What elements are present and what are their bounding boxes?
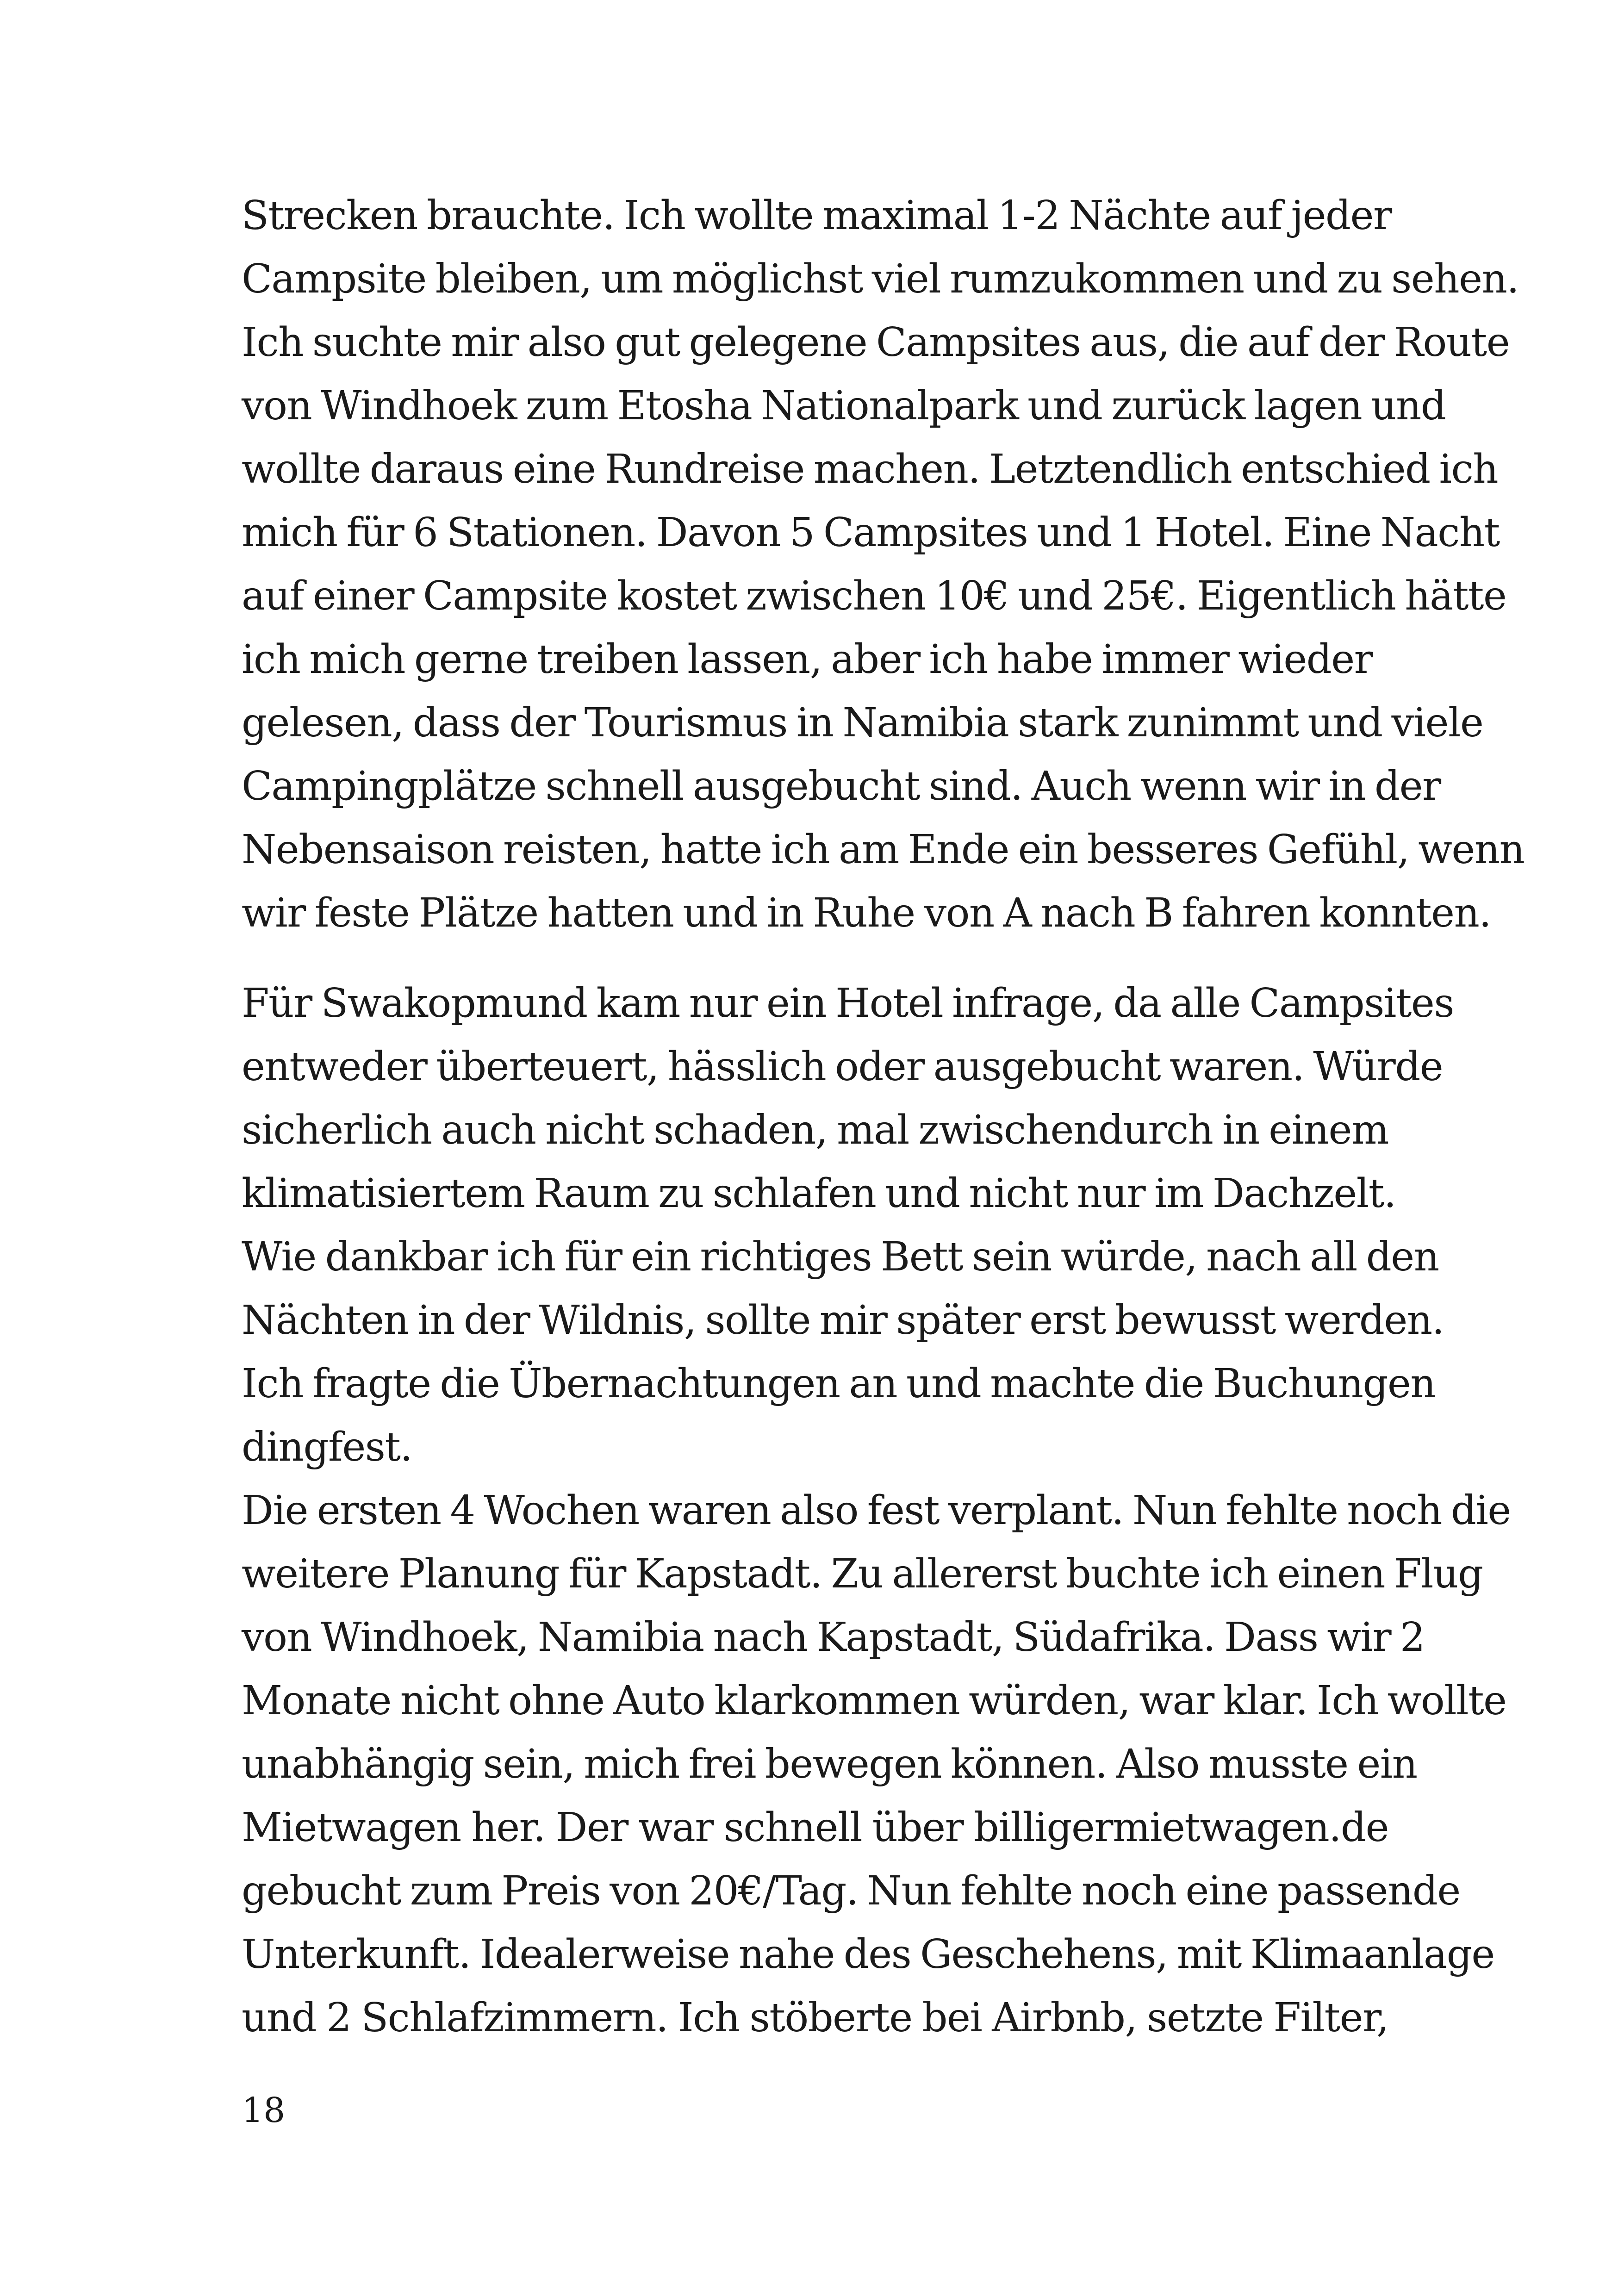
text-line: Mietwagen her. Der war schnell über billigermietwagen.de xyxy=(242,1804,1388,1851)
text-line: Campingplätze schnell ausgebucht sind. Auch wenn wir in der xyxy=(242,763,1441,809)
text-line: klimatisiertem Raum zu schlafen und nicht nur im Dachzelt. xyxy=(242,1170,1396,1217)
text-line: entweder überteuert, hässlich oder ausgebucht waren. Würde xyxy=(242,1044,1443,1090)
text-line: Ich suchte mir also gut gelegene Campsites aus, die auf der Route xyxy=(242,319,1510,366)
text-line: dingfest. xyxy=(242,1424,412,1470)
text-line: ich mich gerne treiben lassen, aber ich habe immer wieder xyxy=(242,636,1373,683)
body-text xyxy=(242,184,1525,2050)
page-number: 18 xyxy=(242,2091,286,2130)
paragraph-2 xyxy=(242,972,1454,1479)
text-line: sicherlich auch nicht schaden, mal zwischendurch in einem xyxy=(242,1107,1388,1153)
text-line: Ich fragte die Übernachtungen an und machte die Buchungen xyxy=(242,1361,1436,1407)
text-line: Monate nicht ohne Auto klarkommen würden, war klar. Ich wollte xyxy=(242,1678,1506,1724)
text-line: Unterkunft. Idealerweise nahe des Geschehens, mit Klimaanlage xyxy=(242,1931,1494,1978)
text-line: unabhängig sein, mich frei bewegen können. Also musste ein xyxy=(242,1741,1417,1787)
text-line: Strecken brauchte. Ich wollte maximal 1-2 Nächte auf jeder xyxy=(242,193,1392,239)
paragraph-1 xyxy=(242,184,1525,945)
text-line: Für Swakopmund kam nur ein Hotel infrage, da alle Campsites xyxy=(242,980,1454,1027)
text-line: Nebensaison reisten, hatte ich am Ende ein besseres Gefühl, wenn xyxy=(242,827,1525,873)
text-line: Nächten in der Wildnis, sollte mir später erst bewusst werden. xyxy=(242,1297,1444,1344)
text-line: weitere Planung für Kapstadt. Zu allererst buchte ich einen Flug xyxy=(242,1551,1483,1597)
text-line: von Windhoek zum Etosha Nationalpark und zurück lagen und xyxy=(242,383,1446,429)
text-line: von Windhoek, Namibia nach Kapstadt, Südafrika. Dass wir 2 xyxy=(242,1614,1425,1661)
text-line: auf einer Campsite kostet zwischen 10€ und 25€. Eigentlich hätte xyxy=(242,573,1506,619)
text-line: wollte daraus eine Rundreise machen. Letztendlich entschied ich xyxy=(242,446,1498,492)
text-line: wir feste Plätze hatten und in Ruhe von A nach B fahren konnten. xyxy=(242,890,1491,936)
paragraph-3 xyxy=(242,1479,1511,2050)
text-line: Die ersten 4 Wochen waren also fest verplant. Nun fehlte noch die xyxy=(242,1487,1511,1534)
text-line: gelesen, dass der Tourismus in Namibia stark zunimmt und viele xyxy=(242,700,1483,746)
text-line: gebucht zum Preis von 20€/Tag. Nun fehlte noch eine passende xyxy=(242,1868,1460,1914)
text-line: Campsite bleiben, um möglichst viel rumzukommen und zu sehen. xyxy=(242,256,1519,302)
text-line: und 2 Schlafzimmern. Ich stöberte bei Airbnb, setzte Filter, xyxy=(242,1995,1388,2041)
text-line: Wie dankbar ich für ein richtiges Bett sein würde, nach all den xyxy=(242,1234,1439,1280)
text-line: mich für 6 Stationen. Davon 5 Campsites und 1 Hotel. Eine Nacht xyxy=(242,510,1500,556)
